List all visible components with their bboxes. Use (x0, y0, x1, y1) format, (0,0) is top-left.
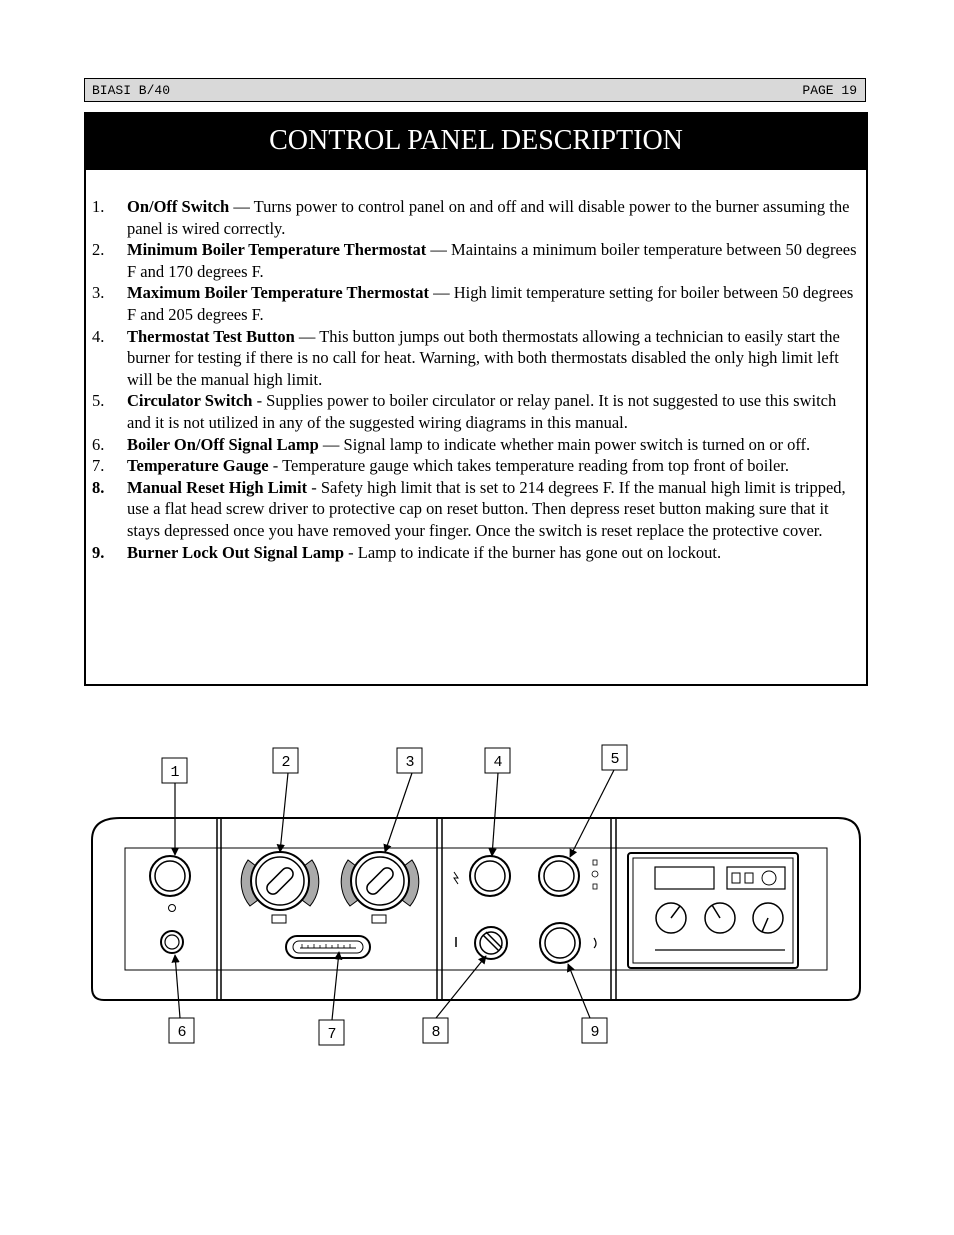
list-item (92, 326, 862, 391)
circulator-switch (539, 856, 598, 896)
callout-label: 2 (281, 754, 291, 771)
burner-control-box (628, 853, 798, 968)
min-thermostat-knob (241, 852, 319, 923)
panel-body (92, 818, 860, 1000)
item-term: Maximum Boiler Temperature Thermostat (127, 283, 430, 303)
item-text: - Safety high limit that is set to 214 degrees F. If the manual high limit is tripped, use a flat head screw driver to protective cap on reset button. Then depress reset button making sure that it stays depressed once you have removed your finger. Once the switch is reset replace the protective cover. (127, 477, 846, 540)
item-number: 2. (92, 240, 105, 260)
callout-label: 1 (170, 764, 180, 781)
item-term: Temperature Gauge (127, 456, 269, 476)
item-term: Circulator Switch (127, 391, 253, 411)
list-item (92, 282, 862, 325)
page-title: CONTROL PANEL DESCRIPTION (84, 112, 868, 169)
item-number: 8. (92, 477, 105, 497)
callout-label: 8 (431, 1024, 441, 1041)
temperature-gauge (286, 936, 370, 958)
callout-9 (582, 1018, 607, 1043)
callout-2 (273, 748, 298, 773)
control-panel-diagram (0, 700, 954, 1080)
on-off-switch (150, 856, 190, 912)
manual-reset-high-limit (456, 927, 507, 959)
max-thermostat-knob (341, 852, 419, 923)
callout-label: 6 (177, 1024, 187, 1041)
description-list (92, 196, 862, 563)
list-item (92, 434, 862, 456)
callout-3 (397, 748, 422, 773)
item-text: - Lamp to indicate if the burner has gone out on lockout. (344, 542, 722, 562)
item-text: — This button jumps out both thermostats allowing a technician to easily start the burner for testing if there is no call for heat. Warning, with both thermostats disabled the only high limit left will be the manual high limit. (127, 326, 840, 389)
item-term: Boiler On/Off Signal Lamp (127, 434, 319, 454)
callout-7 (319, 1020, 344, 1045)
item-text: - Supplies power to boiler circulator or relay panel. It is not suggested to use this switch and it is not utilized in any of the suggested wiring diagrams in this manual. (127, 391, 837, 432)
item-term: Minimum Boiler Temperature Thermostat (127, 240, 427, 260)
description-box (84, 168, 868, 686)
item-text: — High limit temperature setting for boiler between 50 degrees F and 205 degrees F. (127, 283, 854, 324)
list-item (92, 477, 862, 542)
item-term: Burner Lock Out Signal Lamp (127, 542, 344, 562)
item-text: - Temperature gauge which takes temperature reading from top front of boiler. (268, 456, 790, 476)
item-number: 5. (92, 391, 105, 411)
callout-label: 3 (405, 754, 415, 771)
list-item (92, 239, 862, 282)
item-term: Thermostat Test Button (127, 326, 295, 346)
item-term: Manual Reset High Limit (127, 477, 308, 497)
callout-label: 7 (327, 1026, 337, 1043)
list-item (92, 542, 862, 564)
item-number: 9. (92, 542, 105, 562)
signal-lamp (161, 931, 183, 953)
item-number: 3. (92, 283, 105, 303)
list-item (92, 455, 862, 477)
page-number: PAGE 19 (802, 83, 857, 98)
item-number: 6. (92, 434, 105, 454)
callout-label: 9 (590, 1024, 600, 1041)
item-number: 4. (92, 326, 105, 346)
callout-6 (169, 1018, 194, 1043)
callout-8 (423, 1018, 448, 1043)
page-header (84, 78, 866, 102)
item-text: — Turns power to control panel on and off and will disable power to the burner assuming the panel is wired correctly. (127, 197, 850, 238)
item-text: — Signal lamp to indicate whether main power switch is turned on or off. (318, 434, 811, 454)
item-number: 1. (92, 197, 105, 216)
callout-label: 4 (493, 754, 503, 771)
callout-4 (485, 748, 510, 773)
list-item (92, 196, 862, 239)
item-term: On/Off Switch (127, 197, 230, 216)
list-item (92, 390, 862, 433)
item-number: 7. (92, 456, 105, 476)
document-name: BIASI B/40 (92, 83, 171, 98)
burner-lockout-lamp (540, 923, 596, 963)
callout-1 (162, 758, 187, 783)
thermostat-test-button (454, 856, 510, 896)
callout-label: 5 (610, 751, 620, 768)
callout-5 (602, 745, 627, 770)
item-text: — Maintains a minimum boiler temperature between 50 degrees F and 170 degrees F. (127, 240, 857, 281)
